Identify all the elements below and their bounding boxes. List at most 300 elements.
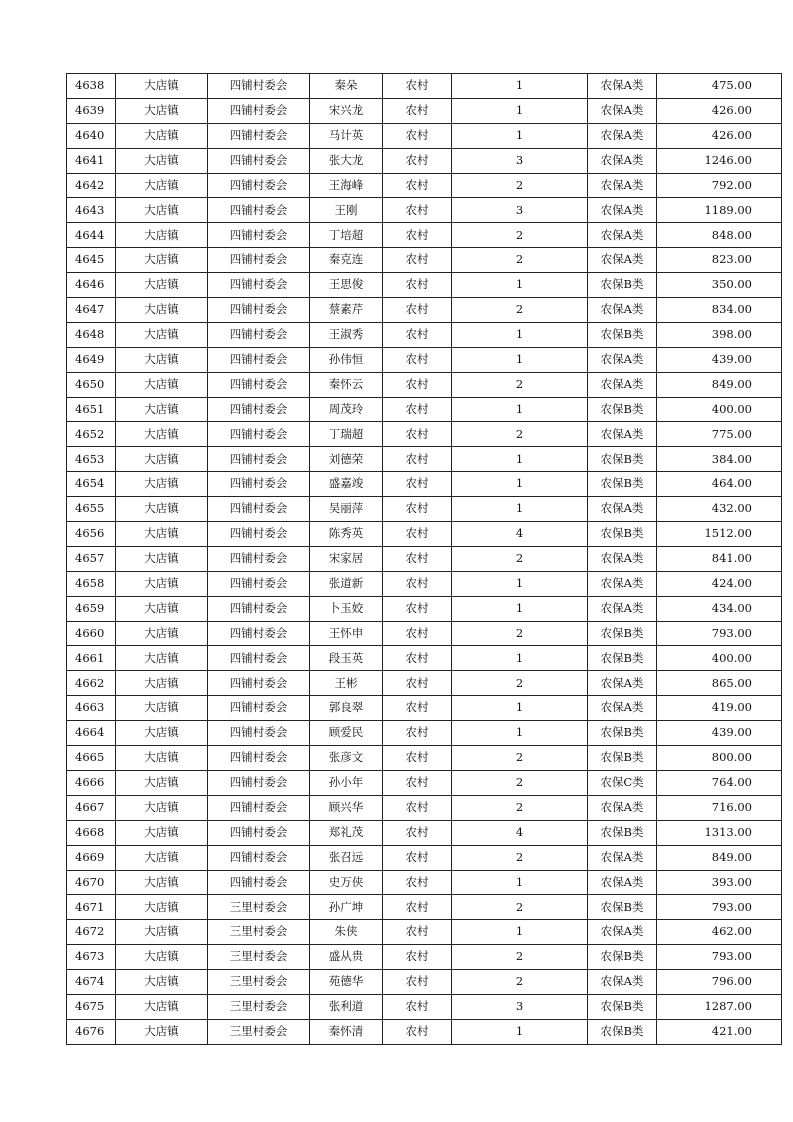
amount-cell: 793.00 [657,621,782,646]
record-id: 4656 [67,522,116,547]
village-cell: 四铺村委会 [208,372,310,397]
record-id: 4667 [67,795,116,820]
table-row [67,1019,782,1044]
table-row [67,472,782,497]
table-row [67,920,782,945]
village-cell: 四铺村委会 [208,770,310,795]
town-cell: 大店镇 [116,497,208,522]
area-type-cell: 农村 [383,845,452,870]
town-cell: 大店镇 [116,372,208,397]
area-type-cell: 农村 [383,447,452,472]
amount-cell: 1313.00 [657,820,782,845]
town-cell: 大店镇 [116,248,208,273]
category-cell: 农保A类 [588,970,657,995]
name-cell: 段玉英 [310,646,383,671]
name-cell: 秦克连 [310,248,383,273]
village-cell: 四铺村委会 [208,397,310,422]
household-count-cell: 2 [452,422,588,447]
area-type-cell: 农村 [383,994,452,1019]
table-row [67,945,782,970]
amount-cell: 1512.00 [657,522,782,547]
village-cell: 四铺村委会 [208,173,310,198]
name-cell: 丁培超 [310,223,383,248]
household-count-cell: 2 [452,895,588,920]
amount-cell: 716.00 [657,795,782,820]
town-cell: 大店镇 [116,347,208,372]
table-row [67,273,782,298]
town-cell: 大店镇 [116,98,208,123]
record-id: 4646 [67,273,116,298]
amount-cell: 439.00 [657,721,782,746]
amount-cell: 793.00 [657,945,782,970]
household-count-cell: 2 [452,298,588,323]
name-cell: 王思俊 [310,273,383,298]
record-id: 4674 [67,970,116,995]
village-cell: 三里村委会 [208,994,310,1019]
amount-cell: 400.00 [657,646,782,671]
town-cell: 大店镇 [116,173,208,198]
name-cell: 王淑秀 [310,322,383,347]
amount-cell: 1189.00 [657,198,782,223]
name-cell: 盛嘉竣 [310,472,383,497]
amount-cell: 849.00 [657,372,782,397]
category-cell: 农保B类 [588,746,657,771]
village-cell: 四铺村委会 [208,696,310,721]
village-cell: 四铺村委会 [208,845,310,870]
table-row [67,746,782,771]
table-row [67,646,782,671]
area-type-cell: 农村 [383,322,452,347]
household-count-cell: 1 [452,74,588,99]
name-cell: 王刚 [310,198,383,223]
records-table [66,73,782,1045]
household-count-cell: 2 [452,671,588,696]
area-type-cell: 农村 [383,546,452,571]
household-count-cell: 2 [452,173,588,198]
village-cell: 四铺村委会 [208,298,310,323]
area-type-cell: 农村 [383,347,452,372]
amount-cell: 400.00 [657,397,782,422]
record-id: 4653 [67,447,116,472]
record-id: 4639 [67,98,116,123]
table-row [67,994,782,1019]
table-row [67,845,782,870]
town-cell: 大店镇 [116,198,208,223]
area-type-cell: 农村 [383,970,452,995]
village-cell: 四铺村委会 [208,74,310,99]
amount-cell: 439.00 [657,347,782,372]
town-cell: 大店镇 [116,970,208,995]
record-id: 4675 [67,994,116,1019]
record-id: 4641 [67,148,116,173]
village-cell: 四铺村委会 [208,522,310,547]
village-cell: 四铺村委会 [208,795,310,820]
table-row [67,198,782,223]
area-type-cell: 农村 [383,671,452,696]
town-cell: 大店镇 [116,621,208,646]
category-cell: 农保B类 [588,522,657,547]
record-id: 4666 [67,770,116,795]
area-type-cell: 农村 [383,621,452,646]
category-cell: 农保A类 [588,596,657,621]
village-cell: 三里村委会 [208,945,310,970]
table-row [67,522,782,547]
category-cell: 农保A类 [588,696,657,721]
category-cell: 农保A类 [588,671,657,696]
town-cell: 大店镇 [116,795,208,820]
town-cell: 大店镇 [116,74,208,99]
area-type-cell: 农村 [383,248,452,273]
amount-cell: 475.00 [657,74,782,99]
category-cell: 农保A类 [588,223,657,248]
record-id: 4668 [67,820,116,845]
amount-cell: 426.00 [657,98,782,123]
village-cell: 四铺村委会 [208,497,310,522]
name-cell: 郭良翠 [310,696,383,721]
category-cell: 农保A类 [588,546,657,571]
town-cell: 大店镇 [116,298,208,323]
category-cell: 农保A类 [588,422,657,447]
category-cell: 农保A类 [588,920,657,945]
table-row [67,223,782,248]
name-cell: 蔡素芹 [310,298,383,323]
amount-cell: 384.00 [657,447,782,472]
name-cell: 秦怀云 [310,372,383,397]
amount-cell: 1246.00 [657,148,782,173]
name-cell: 马计英 [310,123,383,148]
household-count-cell: 3 [452,994,588,1019]
village-cell: 四铺村委会 [208,472,310,497]
record-id: 4662 [67,671,116,696]
category-cell: 农保A类 [588,347,657,372]
category-cell: 农保A类 [588,198,657,223]
area-type-cell: 农村 [383,522,452,547]
record-id: 4638 [67,74,116,99]
table-row [67,422,782,447]
household-count-cell: 1 [452,273,588,298]
table-row [67,671,782,696]
village-cell: 四铺村委会 [208,347,310,372]
name-cell: 朱侠 [310,920,383,945]
category-cell: 农保B类 [588,820,657,845]
amount-cell: 421.00 [657,1019,782,1044]
record-id: 4654 [67,472,116,497]
category-cell: 农保A类 [588,148,657,173]
area-type-cell: 农村 [383,298,452,323]
household-count-cell: 1 [452,322,588,347]
table-row [67,248,782,273]
household-count-cell: 1 [452,596,588,621]
amount-cell: 419.00 [657,696,782,721]
household-count-cell: 2 [452,845,588,870]
village-cell: 四铺村委会 [208,198,310,223]
name-cell: 吴丽萍 [310,497,383,522]
name-cell: 秦朵 [310,74,383,99]
household-count-cell: 2 [452,248,588,273]
amount-cell: 424.00 [657,571,782,596]
table-row [67,497,782,522]
town-cell: 大店镇 [116,472,208,497]
town-cell: 大店镇 [116,522,208,547]
category-cell: 农保A类 [588,98,657,123]
area-type-cell: 农村 [383,820,452,845]
town-cell: 大店镇 [116,422,208,447]
area-type-cell: 农村 [383,74,452,99]
town-cell: 大店镇 [116,223,208,248]
area-type-cell: 农村 [383,920,452,945]
name-cell: 孙小年 [310,770,383,795]
record-id: 4645 [67,248,116,273]
town-cell: 大店镇 [116,1019,208,1044]
household-count-cell: 2 [452,945,588,970]
area-type-cell: 农村 [383,696,452,721]
record-id: 4672 [67,920,116,945]
name-cell: 周茂玲 [310,397,383,422]
category-cell: 农保A类 [588,248,657,273]
amount-cell: 823.00 [657,248,782,273]
household-count-cell: 1 [452,347,588,372]
area-type-cell: 农村 [383,746,452,771]
category-cell: 农保C类 [588,770,657,795]
amount-cell: 775.00 [657,422,782,447]
town-cell: 大店镇 [116,571,208,596]
table-row [67,347,782,372]
household-count-cell: 4 [452,820,588,845]
record-id: 4671 [67,895,116,920]
table-row [67,820,782,845]
area-type-cell: 农村 [383,945,452,970]
household-count-cell: 3 [452,148,588,173]
amount-cell: 764.00 [657,770,782,795]
record-id: 4649 [67,347,116,372]
record-id: 4652 [67,422,116,447]
amount-cell: 462.00 [657,920,782,945]
table-row [67,546,782,571]
name-cell: 张道新 [310,571,383,596]
household-count-cell: 3 [452,198,588,223]
name-cell: 苑德华 [310,970,383,995]
village-cell: 四铺村委会 [208,148,310,173]
name-cell: 卜玉姣 [310,596,383,621]
household-count-cell: 1 [452,870,588,895]
amount-cell: 800.00 [657,746,782,771]
village-cell: 四铺村委会 [208,671,310,696]
record-id: 4655 [67,497,116,522]
village-cell: 四铺村委会 [208,98,310,123]
record-id: 4670 [67,870,116,895]
village-cell: 四铺村委会 [208,123,310,148]
household-count-cell: 1 [452,497,588,522]
name-cell: 王彬 [310,671,383,696]
table-row [67,298,782,323]
record-id: 4640 [67,123,116,148]
amount-cell: 792.00 [657,173,782,198]
village-cell: 四铺村委会 [208,621,310,646]
category-cell: 农保A类 [588,497,657,522]
village-cell: 四铺村委会 [208,273,310,298]
record-id: 4661 [67,646,116,671]
household-count-cell: 1 [452,1019,588,1044]
category-cell: 农保B类 [588,721,657,746]
village-cell: 四铺村委会 [208,248,310,273]
household-count-cell: 1 [452,397,588,422]
household-count-cell: 2 [452,746,588,771]
household-count-cell: 1 [452,472,588,497]
category-cell: 农保A类 [588,298,657,323]
town-cell: 大店镇 [116,870,208,895]
category-cell: 农保A类 [588,795,657,820]
town-cell: 大店镇 [116,646,208,671]
table-row [67,148,782,173]
record-id: 4664 [67,721,116,746]
amount-cell: 849.00 [657,845,782,870]
record-id: 4643 [67,198,116,223]
village-cell: 三里村委会 [208,1019,310,1044]
table-row [67,870,782,895]
town-cell: 大店镇 [116,920,208,945]
household-count-cell: 1 [452,571,588,596]
name-cell: 盛从贵 [310,945,383,970]
name-cell: 丁瑞超 [310,422,383,447]
area-type-cell: 农村 [383,646,452,671]
amount-cell: 841.00 [657,546,782,571]
table-row [67,596,782,621]
record-id: 4669 [67,845,116,870]
record-id: 4673 [67,945,116,970]
household-count-cell: 4 [452,522,588,547]
village-cell: 四铺村委会 [208,322,310,347]
area-type-cell: 农村 [383,98,452,123]
village-cell: 四铺村委会 [208,223,310,248]
name-cell: 王怀申 [310,621,383,646]
table-row [67,123,782,148]
category-cell: 农保B类 [588,1019,657,1044]
town-cell: 大店镇 [116,746,208,771]
area-type-cell: 农村 [383,422,452,447]
record-id: 4658 [67,571,116,596]
amount-cell: 350.00 [657,273,782,298]
village-cell: 四铺村委会 [208,571,310,596]
table-row [67,795,782,820]
category-cell: 农保A类 [588,123,657,148]
name-cell: 张召远 [310,845,383,870]
village-cell: 四铺村委会 [208,870,310,895]
household-count-cell: 1 [452,920,588,945]
village-cell: 四铺村委会 [208,422,310,447]
name-cell: 刘德荣 [310,447,383,472]
town-cell: 大店镇 [116,820,208,845]
category-cell: 农保A类 [588,870,657,895]
village-cell: 四铺村委会 [208,646,310,671]
village-cell: 四铺村委会 [208,820,310,845]
category-cell: 农保B类 [588,895,657,920]
category-cell: 农保B类 [588,322,657,347]
record-id: 4648 [67,322,116,347]
area-type-cell: 农村 [383,596,452,621]
household-count-cell: 1 [452,696,588,721]
amount-cell: 1287.00 [657,994,782,1019]
area-type-cell: 农村 [383,372,452,397]
table-row [67,173,782,198]
table-row [67,322,782,347]
area-type-cell: 农村 [383,397,452,422]
household-count-cell: 2 [452,546,588,571]
record-id: 4660 [67,621,116,646]
area-type-cell: 农村 [383,571,452,596]
household-count-cell: 1 [452,123,588,148]
name-cell: 张利道 [310,994,383,1019]
record-id: 4659 [67,596,116,621]
name-cell: 孙广坤 [310,895,383,920]
table-row [67,397,782,422]
table-row [67,74,782,99]
record-id: 4644 [67,223,116,248]
household-count-cell: 2 [452,770,588,795]
area-type-cell: 农村 [383,173,452,198]
town-cell: 大店镇 [116,546,208,571]
table-row [67,571,782,596]
village-cell: 四铺村委会 [208,447,310,472]
town-cell: 大店镇 [116,945,208,970]
category-cell: 农保A类 [588,173,657,198]
area-type-cell: 农村 [383,870,452,895]
category-cell: 农保B类 [588,994,657,1019]
town-cell: 大店镇 [116,273,208,298]
household-count-cell: 2 [452,372,588,397]
area-type-cell: 农村 [383,721,452,746]
name-cell: 王海峰 [310,173,383,198]
amount-cell: 848.00 [657,223,782,248]
amount-cell: 464.00 [657,472,782,497]
name-cell: 顾爱民 [310,721,383,746]
town-cell: 大店镇 [116,596,208,621]
table-row [67,895,782,920]
town-cell: 大店镇 [116,845,208,870]
name-cell: 张彦文 [310,746,383,771]
table-row [67,98,782,123]
household-count-cell: 1 [452,646,588,671]
name-cell: 郑礼茂 [310,820,383,845]
table-row [67,696,782,721]
category-cell: 农保B类 [588,621,657,646]
town-cell: 大店镇 [116,895,208,920]
category-cell: 农保B类 [588,397,657,422]
area-type-cell: 农村 [383,497,452,522]
record-id: 4665 [67,746,116,771]
household-count-cell: 1 [452,98,588,123]
name-cell: 秦怀清 [310,1019,383,1044]
area-type-cell: 农村 [383,770,452,795]
household-count-cell: 1 [452,721,588,746]
table-row [67,970,782,995]
household-count-cell: 1 [452,447,588,472]
household-count-cell: 2 [452,621,588,646]
amount-cell: 393.00 [657,870,782,895]
village-cell: 四铺村委会 [208,746,310,771]
area-type-cell: 农村 [383,1019,452,1044]
amount-cell: 834.00 [657,298,782,323]
area-type-cell: 农村 [383,148,452,173]
table-row [67,721,782,746]
town-cell: 大店镇 [116,123,208,148]
name-cell: 陈秀英 [310,522,383,547]
category-cell: 农保B类 [588,273,657,298]
name-cell: 史万侠 [310,870,383,895]
category-cell: 农保B类 [588,447,657,472]
record-id: 4650 [67,372,116,397]
amount-cell: 865.00 [657,671,782,696]
records-body [67,74,782,1045]
